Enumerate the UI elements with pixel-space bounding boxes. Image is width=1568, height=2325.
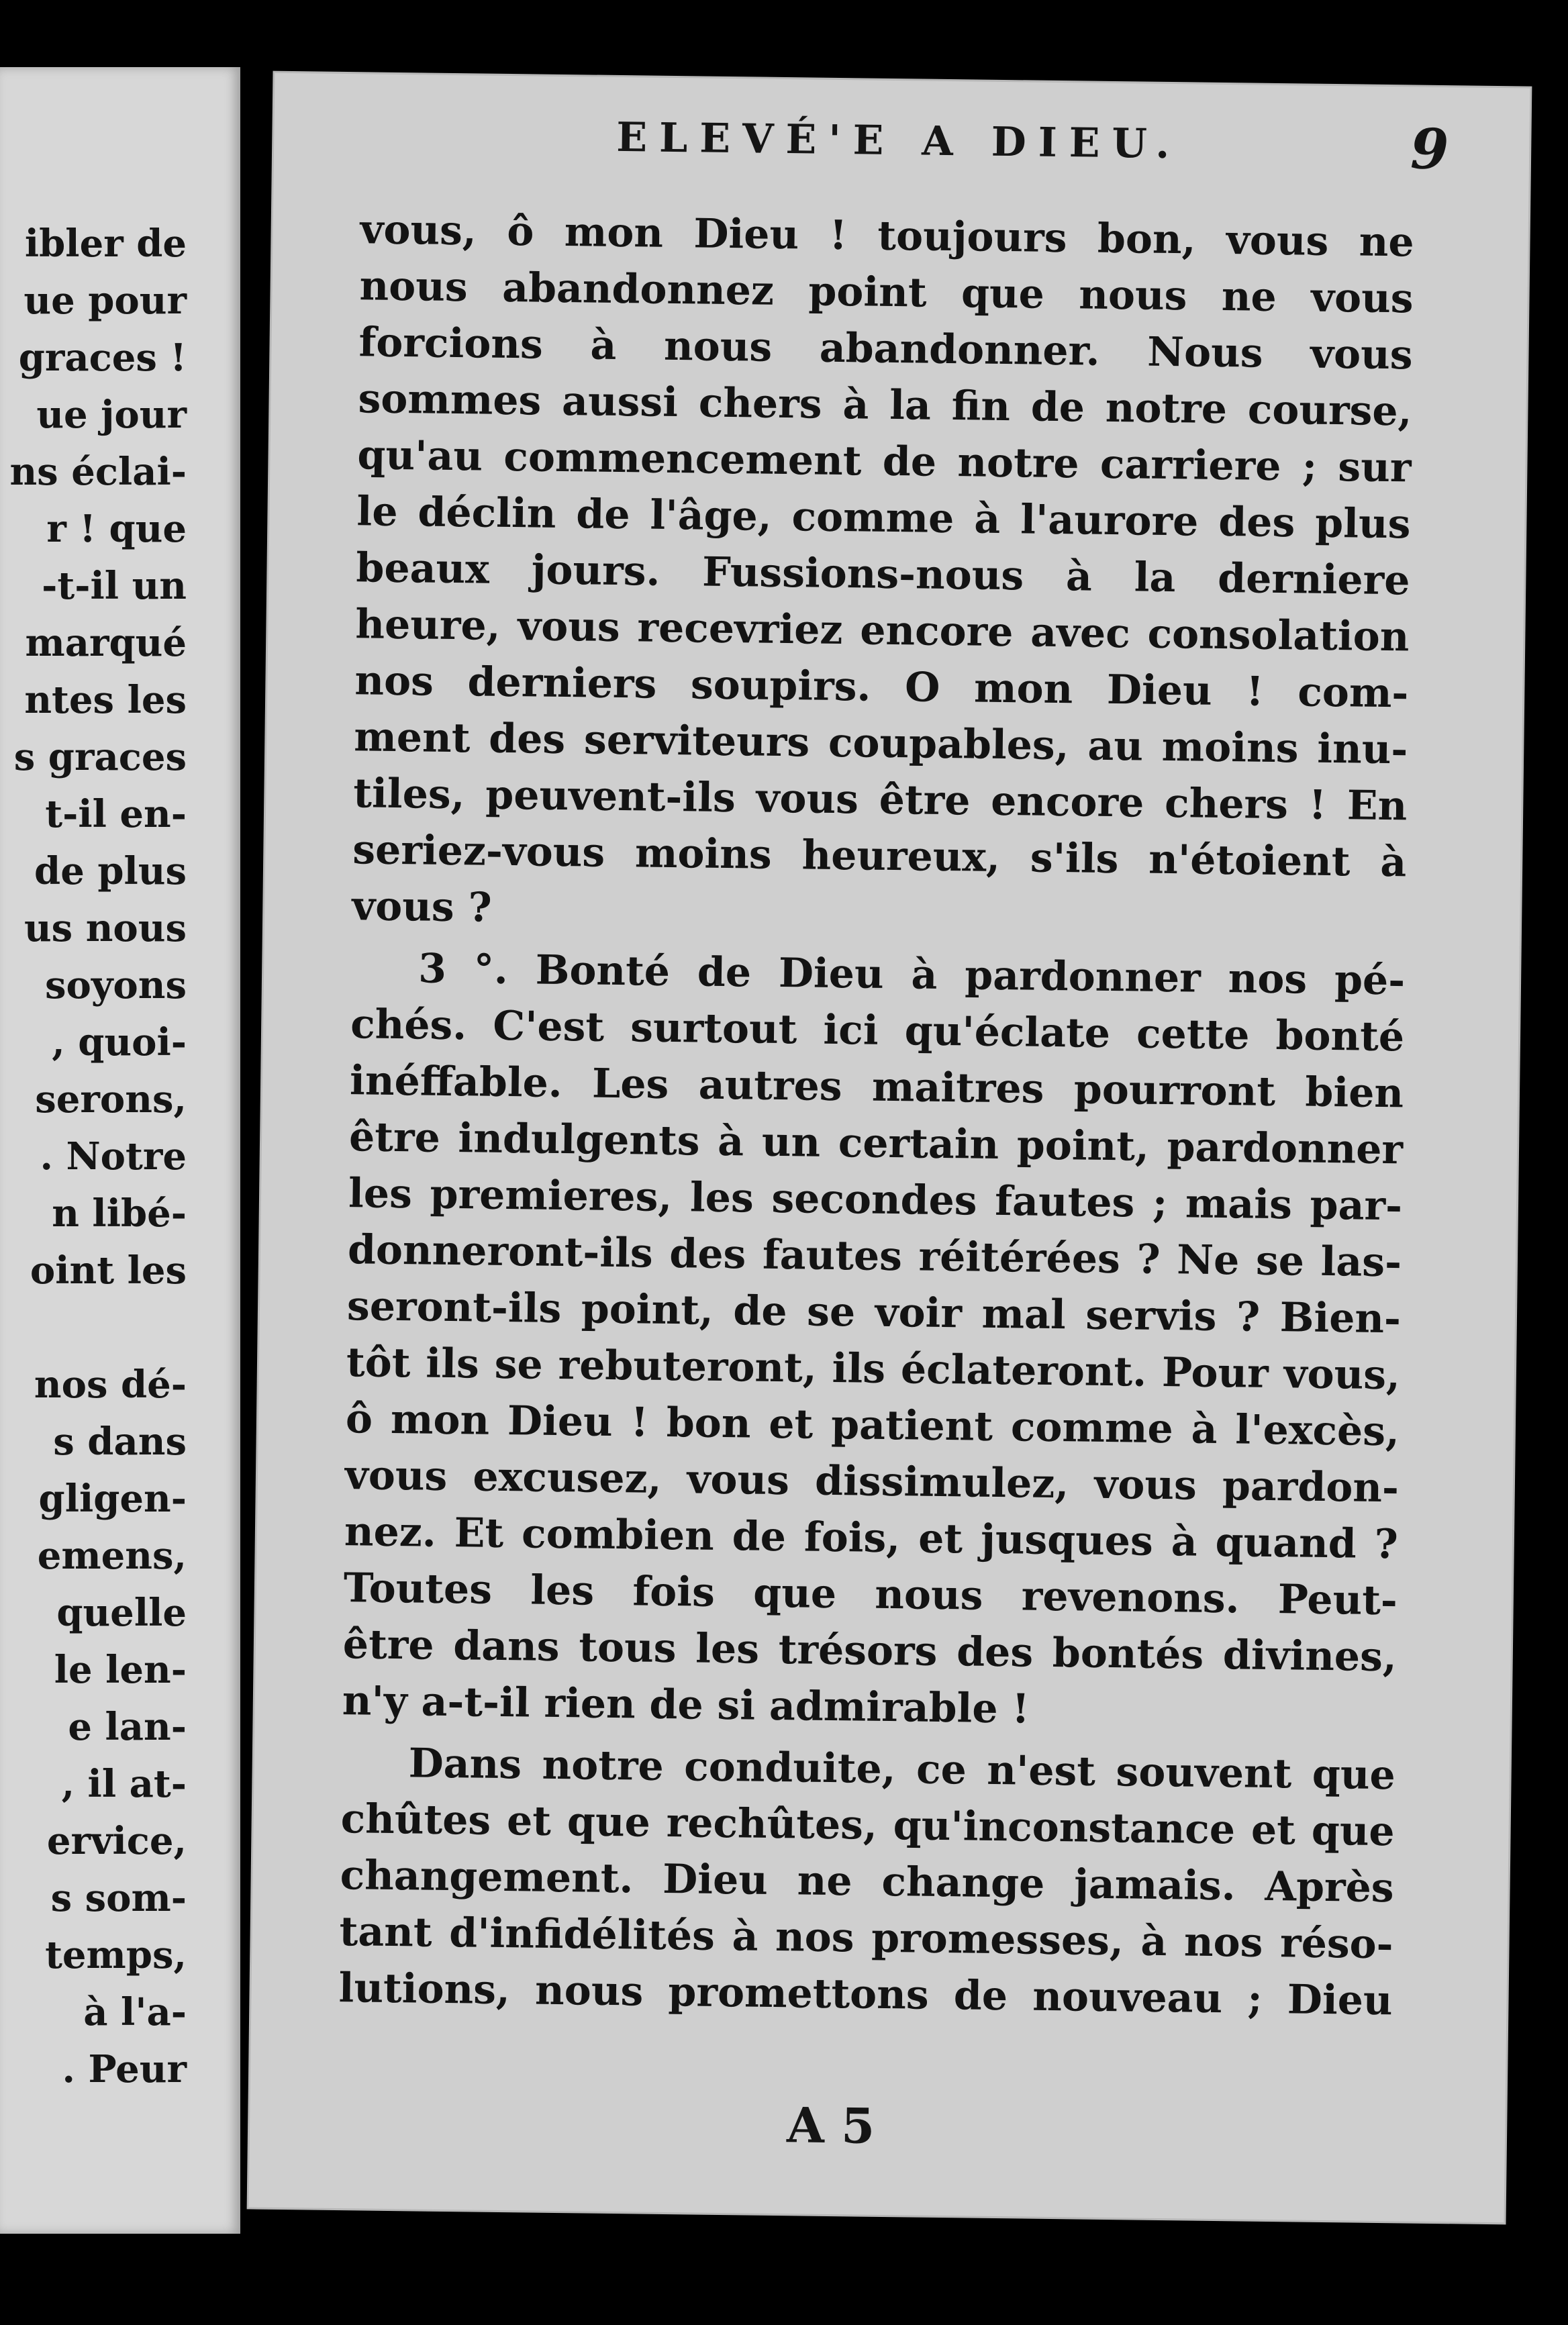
body-line: vous, ô mon Dieu ! toujours bon, vous ne xyxy=(360,206,1414,266)
left-line: serons, xyxy=(35,1077,187,1122)
signature-mark: A 5 xyxy=(786,2096,875,2155)
left-line: n libé- xyxy=(52,1191,187,1236)
left-line: temps, xyxy=(45,1933,187,1977)
left-line: nos dé- xyxy=(34,1363,187,1407)
left-line: , il at- xyxy=(61,1762,187,1806)
left-line: t-il en- xyxy=(45,792,187,836)
left-line: -t-il un xyxy=(42,564,187,608)
body-line: les premieres, les secondes fautes ; mais par- xyxy=(348,1170,1403,1230)
body-line: chés. C'est surtout ici qu'éclate cette bonté xyxy=(350,1001,1405,1061)
body-line: ment des serviteurs coupables, au moins inu- xyxy=(353,713,1408,774)
body-line: tiles, peuvent-ils vous être encore chers ! En xyxy=(352,770,1408,830)
left-line: oint les xyxy=(30,1248,187,1293)
body-line: être dans tous les trésors des bontés divines, xyxy=(342,1621,1398,1681)
body-line: tôt ils se rebuteront, ils éclateront. Pour vous, xyxy=(346,1339,1401,1399)
left-line: e lan- xyxy=(68,1705,187,1749)
body-line: Dans notre conduite, ce n'est souvent que xyxy=(408,1740,1396,1799)
left-line: ue pour xyxy=(23,279,187,323)
left-line: gligen- xyxy=(38,1477,187,1521)
running-head: ELEVÉ'E A DIEU. xyxy=(616,113,1182,168)
left-line: quelle xyxy=(56,1591,187,1635)
body-line: être indulgents à un certain point, pardonner xyxy=(348,1114,1404,1174)
body-line: ô mon Dieu ! bon et patient comme à l'excès, xyxy=(345,1395,1400,1456)
left-line: , quoi- xyxy=(52,1020,187,1065)
previous-page-fragment xyxy=(0,67,240,2234)
left-line: marqué xyxy=(25,621,187,665)
body-line: le déclin de l'âge, comme à l'aurore des plus xyxy=(356,488,1411,548)
left-line: s som- xyxy=(50,1876,187,1920)
body-line: seriez-vous moins heureux, s'ils n'étoient à xyxy=(352,826,1407,887)
left-line: de plus xyxy=(34,849,187,893)
body-line: changement. Dieu ne change jamais. Après xyxy=(340,1852,1395,1912)
left-line: le len- xyxy=(54,1648,187,1692)
body-line: vous ? xyxy=(351,883,493,932)
body-line: forcions à nous abandonner. Nous vous xyxy=(358,319,1413,379)
left-line: ns éclai- xyxy=(9,450,187,494)
left-line: r ! que xyxy=(46,507,187,551)
left-line: . Peur xyxy=(62,2047,187,2091)
body-line: lutions, nous promettons de nouveau ; Dieu xyxy=(338,1965,1393,2025)
left-line: us nous xyxy=(23,906,187,950)
body-line: nez. Et combien de fois, et jusques à quand ? xyxy=(344,1508,1399,1569)
left-line: ntes les xyxy=(24,678,187,722)
body-line: Toutes les fois que nous revenons. Peut- xyxy=(343,1565,1398,1625)
left-line: emens, xyxy=(37,1534,187,1578)
current-page xyxy=(249,73,1530,2223)
body-line: vous excusez, vous dissimulez, vous pardon- xyxy=(344,1452,1400,1512)
left-line: . Notre xyxy=(40,1134,187,1179)
body-line: nous abandonnez point que nous ne vous xyxy=(359,262,1414,323)
left-line: graces ! xyxy=(18,336,187,380)
body-line: nos derniers soupirs. O mon Dieu ! com- xyxy=(354,657,1409,718)
left-line: ervice, xyxy=(46,1819,187,1863)
page-number: 9 xyxy=(1410,117,1449,183)
body-line: n'y a-t-il rien de si admirable ! xyxy=(342,1677,1030,1733)
left-line: ue jour xyxy=(36,393,187,437)
body-line: qu'au commencement de notre carriere ; sur xyxy=(357,432,1412,492)
left-line: soyons xyxy=(44,963,187,1007)
body-line: inéffable. Les autres maitres pourront bien xyxy=(349,1057,1404,1118)
left-line: s graces xyxy=(13,735,187,779)
left-line: s dans xyxy=(53,1420,187,1464)
body-line: heure, vous recevriez encore avec consolation xyxy=(355,601,1410,661)
body-line: chûtes et que rechûtes, qu'inconstance et que xyxy=(340,1795,1395,1856)
body-line: 3 °. Bonté de Dieu à pardonner nos pé- xyxy=(418,945,1406,1005)
body-line: donneront-ils des fautes réitérées ? Ne se las- xyxy=(347,1226,1402,1287)
left-line: à l'a- xyxy=(83,1990,187,2034)
body-line: sommes aussi chers à la fin de notre course, xyxy=(358,375,1412,436)
body-line: seront-ils point, de se voir mal servis ? Bien- xyxy=(346,1283,1402,1343)
body-line: beaux jours. Fussions-nous à la derniere xyxy=(356,544,1410,605)
body-line: tant d'infidélités à nos promesses, à nos réso- xyxy=(339,1908,1393,1969)
left-line: ibler de xyxy=(24,221,187,266)
